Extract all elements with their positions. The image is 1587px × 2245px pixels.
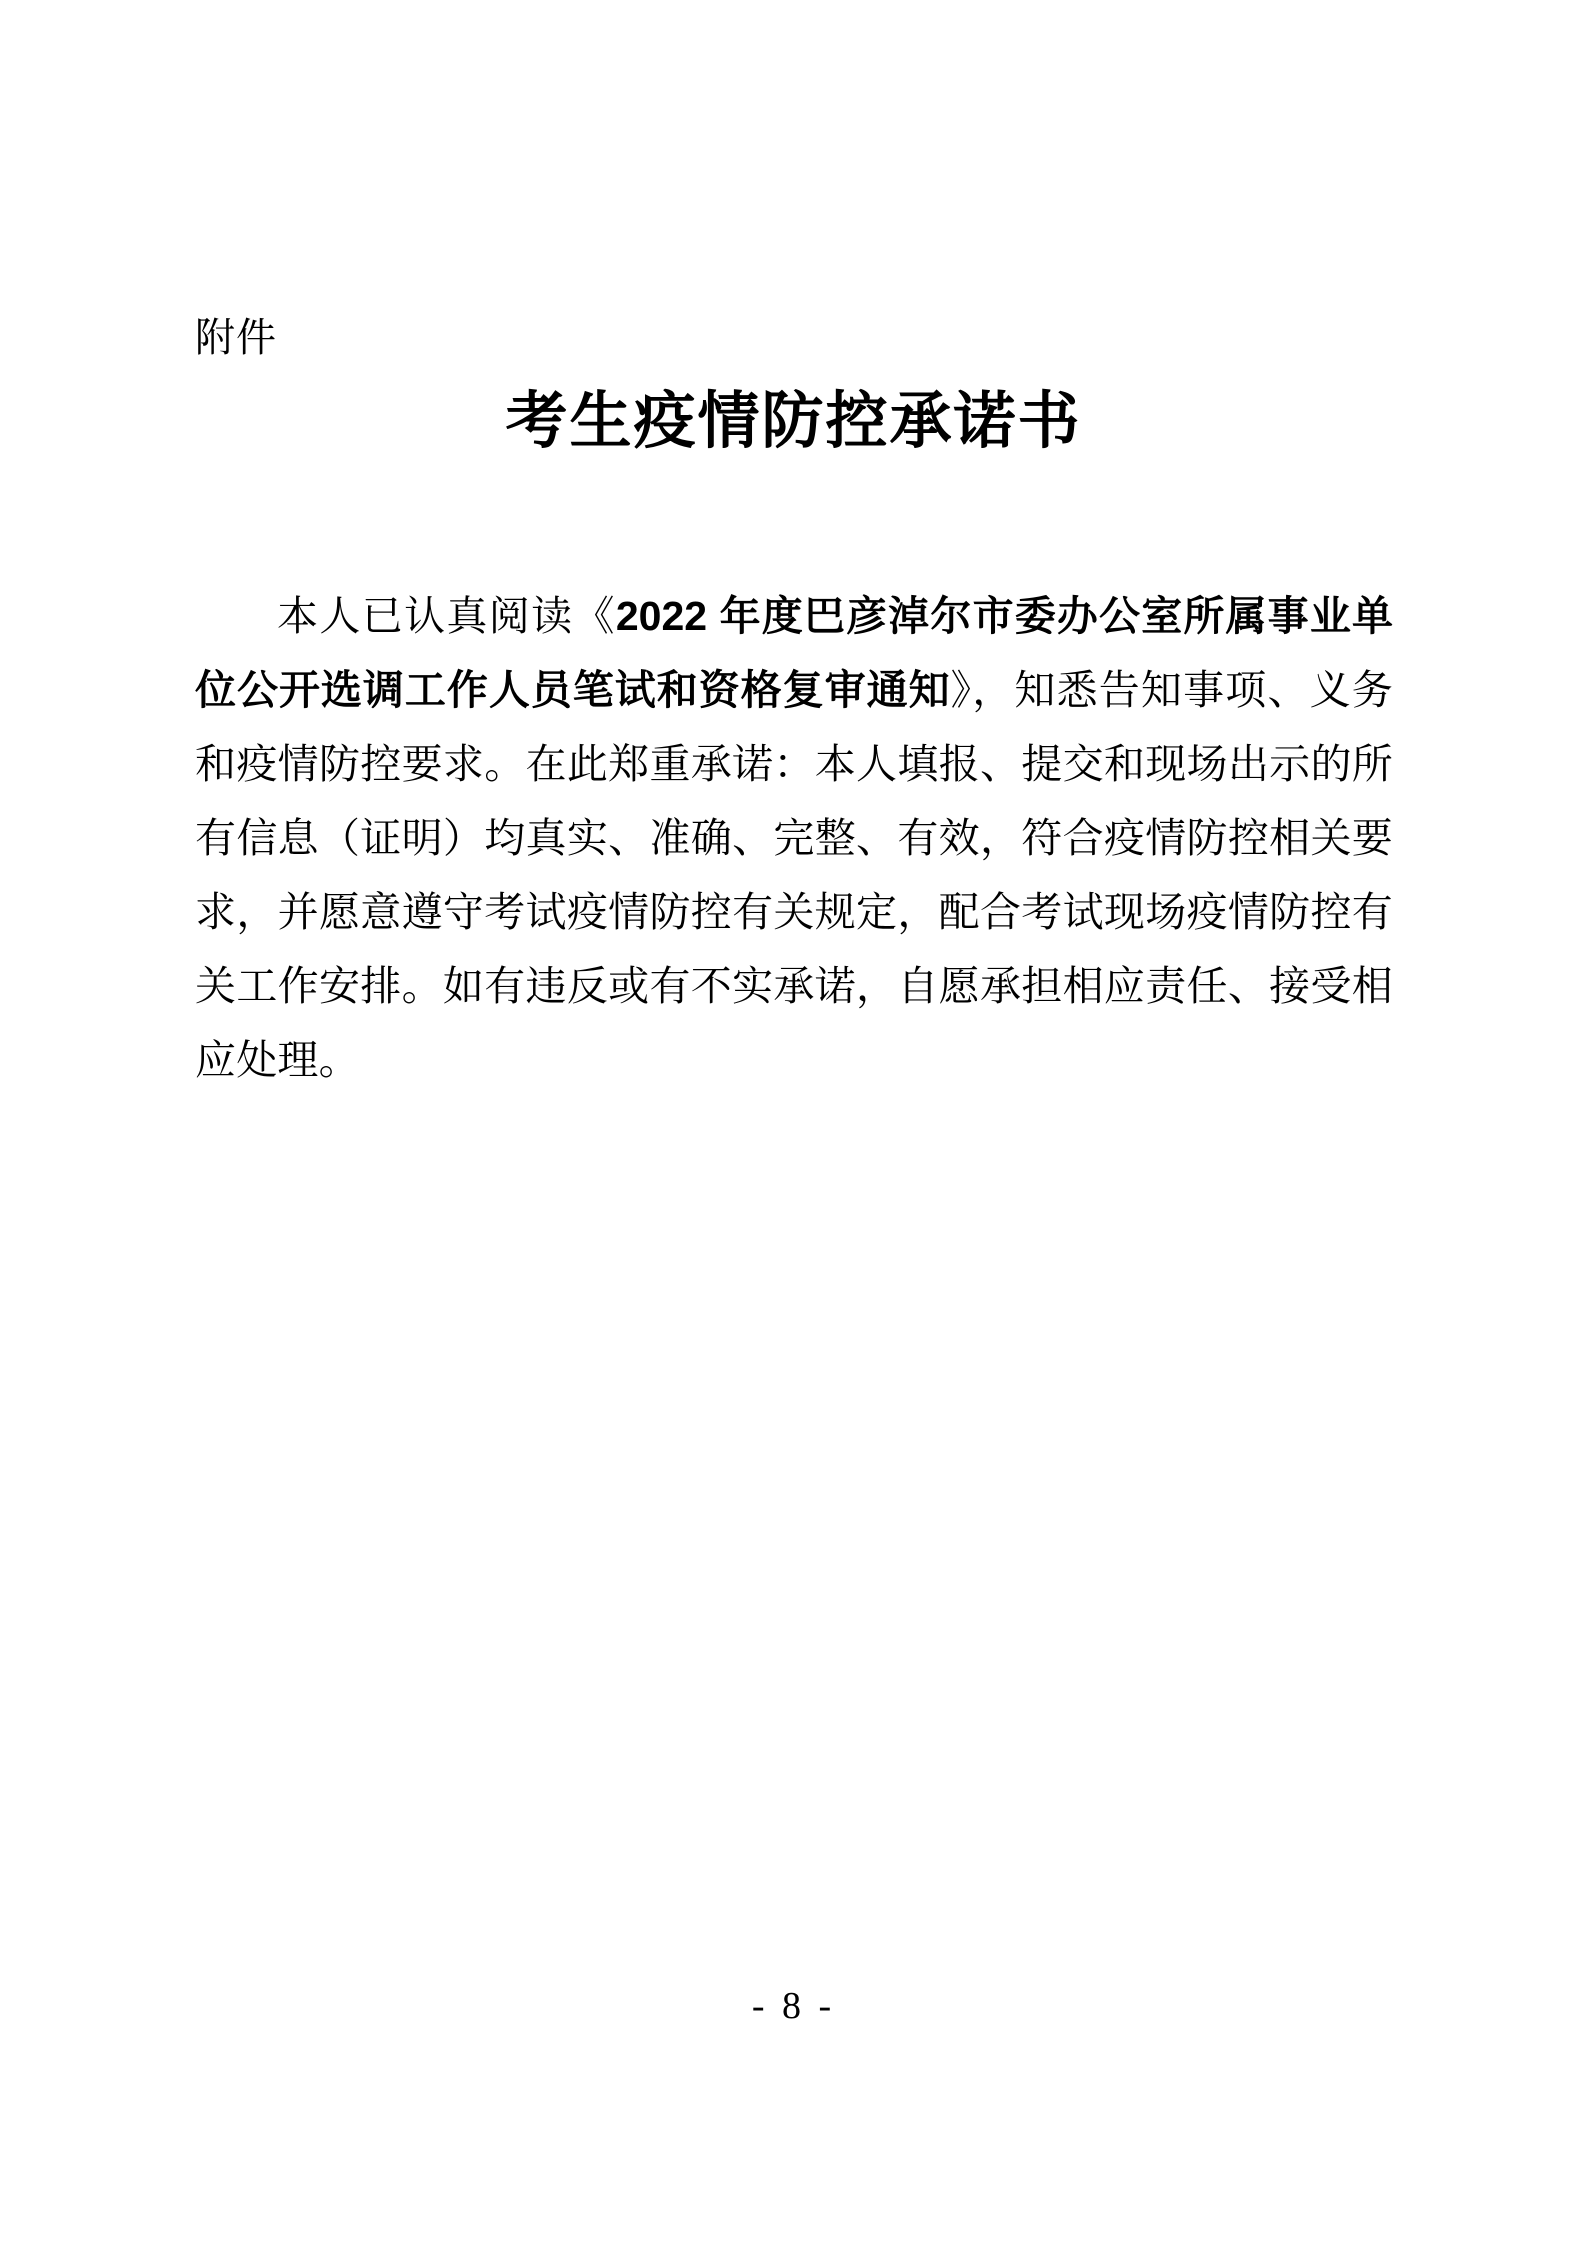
paragraph-lead-text: 本人已认真阅读《	[277, 593, 616, 639]
attachment-label: 附件	[195, 316, 277, 360]
quoted-notice-title: 2022 年度巴彦淖尔市委办公室所属事业单位公开选调工作人员笔试和资格复审通知	[195, 593, 1393, 713]
footer-page-number: - 8 -	[751, 1985, 836, 2027]
body-text-block	[195, 538, 1393, 1138]
commitment-paragraph	[195, 579, 1393, 1097]
paragraph-trailing-text: 》，知悉告知事项、义务和疫情防控要求。在此郑重承诺：本人填报、提交和现场出示的所有信息（证明）均真实、准确、完整、有效，符合疫情防控相关要求，并愿意遵守考试疫情防控有关规定，配合考试现场疫情防控有关工作安排。如有违反或有不实承诺，自愿承担相应责任、接受相应处理。	[195, 667, 1393, 1083]
page-title: 考生疫情防控承诺书	[505, 388, 1082, 456]
